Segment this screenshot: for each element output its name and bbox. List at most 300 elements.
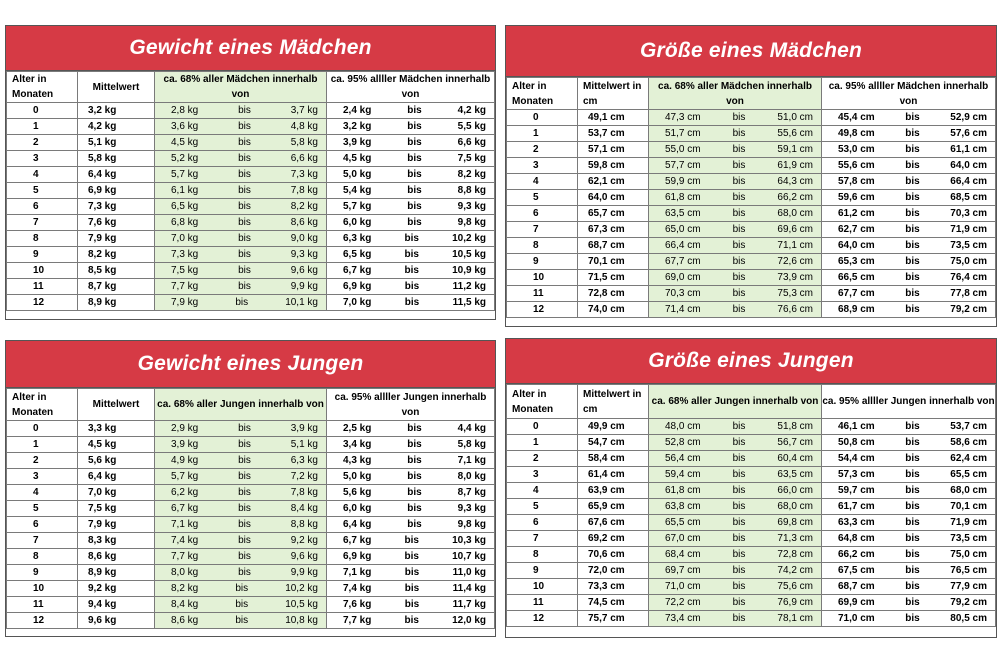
range-68-cell bbox=[155, 231, 327, 247]
range-low: 7,1 kg bbox=[171, 519, 199, 530]
range-low: 7,4 kg bbox=[343, 583, 372, 594]
range-separator: bis bbox=[404, 583, 420, 594]
range-high: 11,2 kg bbox=[452, 281, 486, 292]
range-low: 64,8 cm bbox=[838, 533, 875, 544]
age-cell: 0 bbox=[7, 103, 78, 119]
range-low: 68,4 cm bbox=[665, 549, 701, 560]
age-cell: 12 bbox=[7, 613, 78, 629]
range-high: 6,6 kg bbox=[290, 153, 318, 164]
range-separator: bis bbox=[407, 169, 422, 180]
range-high: 7,8 kg bbox=[290, 487, 318, 498]
range-separator: bis bbox=[732, 581, 746, 592]
range-low: 7,7 kg bbox=[171, 281, 199, 292]
range-95-cell bbox=[327, 263, 495, 279]
range-high: 60,4 cm bbox=[777, 453, 813, 464]
age-cell: 9 bbox=[7, 247, 78, 263]
range-low: 59,9 cm bbox=[665, 176, 701, 187]
range-high: 69,6 cm bbox=[777, 224, 813, 235]
range-95-cell bbox=[327, 517, 495, 533]
age-cell: 12 bbox=[507, 302, 578, 318]
table-row bbox=[507, 563, 996, 579]
range-low: 6,7 kg bbox=[171, 503, 199, 514]
age-cell: 7 bbox=[507, 222, 578, 238]
mean-cell: 5,1 kg bbox=[78, 135, 155, 151]
age-cell: 8 bbox=[7, 231, 78, 247]
range-high: 76,6 cm bbox=[777, 304, 813, 315]
age-cell: 6 bbox=[507, 206, 578, 222]
range-low: 67,0 cm bbox=[665, 533, 701, 544]
mean-cell: 49,9 cm bbox=[578, 419, 649, 435]
age-cell: 2 bbox=[7, 135, 78, 151]
range-low: 3,9 kg bbox=[343, 137, 372, 148]
range-low: 65,3 cm bbox=[838, 256, 875, 267]
mean-cell: 54,7 cm bbox=[578, 435, 649, 451]
range-separator: bis bbox=[732, 160, 746, 171]
age-cell: 0 bbox=[7, 421, 78, 437]
mean-cell: 7,0 kg bbox=[78, 485, 155, 501]
range-high: 57,6 cm bbox=[950, 128, 987, 139]
table-row bbox=[507, 611, 996, 627]
mean-cell: 67,3 cm bbox=[578, 222, 649, 238]
range-high: 5,8 kg bbox=[457, 439, 486, 450]
range-68-cell bbox=[155, 565, 327, 581]
range-95-cell bbox=[822, 547, 996, 563]
range-low: 68,9 cm bbox=[838, 304, 875, 315]
mean-cell: 68,7 cm bbox=[578, 238, 649, 254]
range-separator: bis bbox=[905, 613, 920, 624]
range-68-cell bbox=[649, 419, 822, 435]
range-high: 78,1 cm bbox=[777, 613, 813, 624]
range-high: 5,8 kg bbox=[290, 137, 318, 148]
range-high: 75,0 cm bbox=[950, 256, 987, 267]
range-low: 7,5 kg bbox=[171, 265, 199, 276]
range-high: 10,8 kg bbox=[285, 615, 318, 626]
range-low: 63,3 cm bbox=[838, 517, 875, 528]
range-68-cell bbox=[649, 174, 822, 190]
range-separator: bis bbox=[732, 272, 746, 283]
age-cell: 11 bbox=[7, 597, 78, 613]
range-high: 5,5 kg bbox=[457, 121, 486, 132]
table-row bbox=[7, 421, 495, 437]
age-cell: 10 bbox=[507, 270, 578, 286]
range-high: 10,3 kg bbox=[452, 535, 486, 546]
range-95-cell bbox=[327, 167, 495, 183]
mean-cell: 8,6 kg bbox=[78, 549, 155, 565]
range-68-cell bbox=[155, 453, 327, 469]
boys-weight-panel bbox=[5, 340, 496, 637]
range-68-cell bbox=[155, 103, 327, 119]
range-low: 66,2 cm bbox=[838, 549, 875, 560]
age-cell: 1 bbox=[7, 119, 78, 135]
range-high: 73,5 cm bbox=[950, 240, 987, 251]
table-row bbox=[7, 295, 495, 311]
range-68-cell bbox=[649, 254, 822, 270]
range-high: 9,6 kg bbox=[290, 551, 318, 562]
mean-cell: 8,3 kg bbox=[78, 533, 155, 549]
mean-cell: 9,4 kg bbox=[78, 597, 155, 613]
age-cell: 3 bbox=[507, 158, 578, 174]
range-high: 66,0 cm bbox=[777, 485, 813, 496]
range-high: 72,8 cm bbox=[777, 549, 813, 560]
range-separator: bis bbox=[905, 304, 920, 315]
range-95-cell bbox=[822, 206, 996, 222]
range-68-cell bbox=[649, 547, 822, 563]
range-68-cell bbox=[649, 110, 822, 126]
mean-cell: 61,4 cm bbox=[578, 467, 649, 483]
range-high: 11,5 kg bbox=[452, 297, 486, 308]
range-separator: bis bbox=[905, 501, 920, 512]
range-95-cell bbox=[327, 549, 495, 565]
range-low: 8,2 kg bbox=[171, 583, 199, 594]
range-high: 7,8 kg bbox=[290, 185, 318, 196]
range-high: 9,2 kg bbox=[290, 535, 318, 546]
range-high: 80,5 cm bbox=[950, 613, 987, 624]
range-low: 6,7 kg bbox=[343, 265, 372, 276]
range-95-cell bbox=[327, 199, 495, 215]
mean-cell: 6,4 kg bbox=[78, 167, 155, 183]
range-95-cell bbox=[822, 435, 996, 451]
age-cell: 6 bbox=[7, 517, 78, 533]
age-cell: 2 bbox=[7, 453, 78, 469]
range-low: 3,9 kg bbox=[171, 439, 199, 450]
range-low: 3,4 kg bbox=[343, 439, 372, 450]
table-row bbox=[507, 467, 996, 483]
range-low: 73,4 cm bbox=[665, 613, 701, 624]
range-low: 55,0 cm bbox=[665, 144, 701, 155]
range-95-cell bbox=[327, 231, 495, 247]
range-separator: bis bbox=[905, 565, 920, 576]
range-separator: bis bbox=[732, 208, 746, 219]
range-95-cell bbox=[327, 215, 495, 231]
range-68-cell bbox=[155, 183, 327, 199]
table-row bbox=[7, 215, 495, 231]
range-separator: bis bbox=[238, 281, 251, 292]
mean-cell: 58,4 cm bbox=[578, 451, 649, 467]
range-68-cell bbox=[155, 215, 327, 231]
range-68-cell bbox=[649, 158, 822, 174]
range-low: 55,6 cm bbox=[838, 160, 875, 171]
range-high: 10,9 kg bbox=[452, 265, 486, 276]
range-separator: bis bbox=[407, 105, 422, 116]
range-separator: bis bbox=[404, 567, 420, 578]
range-separator: bis bbox=[905, 192, 920, 203]
range-separator: bis bbox=[905, 581, 920, 592]
range-95-cell bbox=[822, 110, 996, 126]
range-low: 52,8 cm bbox=[665, 437, 701, 448]
range-low: 61,8 cm bbox=[665, 192, 701, 203]
range-68-cell bbox=[649, 483, 822, 499]
range-separator: bis bbox=[732, 256, 746, 267]
range-low: 61,2 cm bbox=[838, 208, 875, 219]
range-68-cell bbox=[649, 206, 822, 222]
table-title: Größe eines Mädchen bbox=[506, 26, 996, 77]
table-row bbox=[507, 190, 996, 206]
table-row bbox=[7, 247, 495, 263]
range-separator: bis bbox=[238, 153, 251, 164]
table-row bbox=[507, 126, 996, 142]
range-high: 9,9 kg bbox=[290, 567, 318, 578]
age-cell: 11 bbox=[7, 279, 78, 295]
mean-cell: 74,0 cm bbox=[578, 302, 649, 318]
range-separator: bis bbox=[238, 217, 251, 228]
range-low: 63,5 cm bbox=[665, 208, 701, 219]
range-low: 5,6 kg bbox=[343, 487, 372, 498]
table-row bbox=[7, 135, 495, 151]
table-row bbox=[507, 547, 996, 563]
table-row bbox=[7, 183, 495, 199]
range-68-cell bbox=[155, 613, 327, 629]
header-68: ca. 68% aller Mädchen innerhalb von bbox=[155, 72, 327, 103]
range-low: 6,5 kg bbox=[171, 201, 199, 212]
range-high: 75,0 cm bbox=[950, 549, 987, 560]
table-row bbox=[7, 597, 495, 613]
range-low: 7,0 kg bbox=[343, 297, 372, 308]
range-low: 6,2 kg bbox=[171, 487, 199, 498]
table-row bbox=[7, 549, 495, 565]
range-low: 5,7 kg bbox=[171, 169, 199, 180]
range-low: 61,8 cm bbox=[665, 485, 701, 496]
range-separator: bis bbox=[238, 535, 251, 546]
girls-height-panel bbox=[505, 25, 997, 327]
range-separator: bis bbox=[235, 583, 249, 594]
range-high: 8,8 kg bbox=[457, 185, 486, 196]
range-separator: bis bbox=[905, 176, 920, 187]
range-high: 7,1 kg bbox=[457, 455, 486, 466]
table-title: Gewicht eines Jungen bbox=[6, 341, 495, 388]
mean-cell: 72,8 cm bbox=[578, 286, 649, 302]
mean-cell: 57,1 cm bbox=[578, 142, 649, 158]
range-95-cell bbox=[327, 565, 495, 581]
table-row bbox=[7, 167, 495, 183]
mean-cell: 9,2 kg bbox=[78, 581, 155, 597]
range-separator: bis bbox=[407, 487, 422, 498]
range-68-cell bbox=[155, 501, 327, 517]
table-row bbox=[7, 469, 495, 485]
range-separator: bis bbox=[407, 217, 422, 228]
range-separator: bis bbox=[732, 224, 746, 235]
range-95-cell bbox=[327, 501, 495, 517]
range-low: 50,8 cm bbox=[838, 437, 875, 448]
mean-cell: 4,5 kg bbox=[78, 437, 155, 453]
range-high: 77,8 cm bbox=[950, 288, 987, 299]
table-row bbox=[7, 231, 495, 247]
range-high: 10,2 kg bbox=[285, 583, 318, 594]
age-cell: 4 bbox=[507, 174, 578, 190]
range-high: 66,4 cm bbox=[950, 176, 987, 187]
range-low: 7,4 kg bbox=[171, 535, 199, 546]
table-row bbox=[507, 286, 996, 302]
age-cell: 4 bbox=[507, 483, 578, 499]
range-high: 53,7 cm bbox=[950, 421, 987, 432]
range-high: 3,9 kg bbox=[290, 423, 318, 434]
mean-cell: 70,6 cm bbox=[578, 547, 649, 563]
table-row bbox=[507, 499, 996, 515]
header-mean: Mittelwert in cm bbox=[578, 385, 649, 419]
range-high: 76,9 cm bbox=[777, 597, 813, 608]
range-68-cell bbox=[649, 515, 822, 531]
range-low: 49,8 cm bbox=[838, 128, 875, 139]
range-low: 63,8 cm bbox=[665, 501, 701, 512]
range-high: 6,6 kg bbox=[457, 137, 486, 148]
range-high: 55,6 cm bbox=[777, 128, 813, 139]
range-separator: bis bbox=[732, 437, 746, 448]
range-high: 68,0 cm bbox=[950, 485, 987, 496]
range-separator: bis bbox=[404, 249, 419, 260]
range-separator: bis bbox=[905, 517, 920, 528]
range-high: 4,8 kg bbox=[290, 121, 318, 132]
range-low: 5,2 kg bbox=[171, 153, 199, 164]
range-68-cell bbox=[155, 437, 327, 453]
age-cell: 1 bbox=[7, 437, 78, 453]
mean-cell: 65,7 cm bbox=[578, 206, 649, 222]
header-age: Alter in Monaten bbox=[7, 389, 78, 421]
range-95-cell bbox=[822, 483, 996, 499]
range-high: 9,8 kg bbox=[457, 519, 486, 530]
range-low: 56,4 cm bbox=[665, 453, 701, 464]
range-separator: bis bbox=[404, 233, 419, 244]
range-low: 4,3 kg bbox=[343, 455, 372, 466]
range-high: 51,0 cm bbox=[777, 112, 813, 123]
range-low: 8,6 kg bbox=[171, 615, 199, 626]
range-95-cell bbox=[327, 597, 495, 613]
mean-cell: 71,5 cm bbox=[578, 270, 649, 286]
mean-cell: 6,9 kg bbox=[78, 183, 155, 199]
range-low: 71,0 cm bbox=[665, 581, 701, 592]
table-row bbox=[507, 174, 996, 190]
range-low: 3,6 kg bbox=[171, 121, 199, 132]
range-68-cell bbox=[649, 435, 822, 451]
range-95-cell bbox=[822, 579, 996, 595]
range-high: 61,9 cm bbox=[777, 160, 813, 171]
range-high: 69,8 cm bbox=[777, 517, 813, 528]
range-68-cell bbox=[155, 549, 327, 565]
range-68-cell bbox=[649, 467, 822, 483]
range-high: 9,9 kg bbox=[290, 281, 318, 292]
mean-cell: 3,3 kg bbox=[78, 421, 155, 437]
mean-cell: 70,1 cm bbox=[578, 254, 649, 270]
header-95: ca. 95% allller Mädchen innerhalb von bbox=[822, 78, 996, 110]
mean-cell: 9,6 kg bbox=[78, 613, 155, 629]
range-high: 11,7 kg bbox=[452, 599, 486, 610]
range-separator: bis bbox=[732, 176, 746, 187]
range-low: 59,7 cm bbox=[838, 485, 875, 496]
table-row bbox=[507, 222, 996, 238]
range-separator: bis bbox=[238, 423, 251, 434]
range-low: 2,4 kg bbox=[343, 105, 372, 116]
mean-cell: 73,3 cm bbox=[578, 579, 649, 595]
range-high: 74,2 cm bbox=[777, 565, 813, 576]
range-low: 53,0 cm bbox=[838, 144, 875, 155]
range-high: 3,7 kg bbox=[290, 105, 318, 116]
range-separator: bis bbox=[407, 503, 422, 514]
range-separator: bis bbox=[905, 128, 920, 139]
girls-weight-table bbox=[6, 71, 495, 311]
range-low: 59,4 cm bbox=[665, 469, 701, 480]
range-separator: bis bbox=[732, 533, 746, 544]
range-separator: bis bbox=[238, 519, 251, 530]
range-high: 10,7 kg bbox=[452, 551, 486, 562]
range-separator: bis bbox=[235, 615, 249, 626]
range-separator: bis bbox=[732, 288, 746, 299]
range-high: 10,5 kg bbox=[452, 249, 486, 260]
range-low: 64,0 cm bbox=[838, 240, 875, 251]
range-separator: bis bbox=[404, 599, 420, 610]
mean-cell: 8,7 kg bbox=[78, 279, 155, 295]
range-95-cell bbox=[327, 469, 495, 485]
header-mean: Mittelwert in cm bbox=[578, 78, 649, 110]
range-separator: bis bbox=[407, 201, 422, 212]
range-high: 56,7 cm bbox=[777, 437, 813, 448]
range-95-cell bbox=[822, 499, 996, 515]
mean-cell: 8,9 kg bbox=[78, 295, 155, 311]
mean-cell: 63,9 cm bbox=[578, 483, 649, 499]
range-low: 57,7 cm bbox=[665, 160, 701, 171]
table-row bbox=[7, 581, 495, 597]
header-mean: Mittelwert bbox=[78, 389, 155, 421]
range-high: 70,3 cm bbox=[950, 208, 987, 219]
range-separator: bis bbox=[905, 469, 920, 480]
range-separator: bis bbox=[238, 471, 251, 482]
range-separator: bis bbox=[905, 485, 920, 496]
mean-cell: 53,7 cm bbox=[578, 126, 649, 142]
range-low: 7,9 kg bbox=[171, 297, 199, 308]
age-cell: 9 bbox=[7, 565, 78, 581]
range-high: 5,1 kg bbox=[290, 439, 318, 450]
age-cell: 10 bbox=[507, 579, 578, 595]
range-low: 7,7 kg bbox=[343, 615, 372, 626]
range-separator: bis bbox=[732, 240, 746, 251]
range-95-cell bbox=[327, 247, 495, 263]
header-95: ca. 95% allller Mädchen innerhalb von bbox=[327, 72, 495, 103]
range-95-cell bbox=[327, 279, 495, 295]
range-high: 9,3 kg bbox=[457, 201, 486, 212]
range-high: 4,4 kg bbox=[457, 423, 486, 434]
range-low: 3,2 kg bbox=[343, 121, 372, 132]
age-cell: 3 bbox=[7, 151, 78, 167]
range-68-cell bbox=[649, 595, 822, 611]
table-row bbox=[507, 531, 996, 547]
range-separator: bis bbox=[732, 549, 746, 560]
range-high: 77,9 cm bbox=[950, 581, 987, 592]
range-95-cell bbox=[327, 581, 495, 597]
age-cell: 1 bbox=[507, 126, 578, 142]
range-68-cell bbox=[649, 499, 822, 515]
range-low: 6,4 kg bbox=[343, 519, 372, 530]
range-95-cell bbox=[327, 151, 495, 167]
mean-cell: 7,3 kg bbox=[78, 199, 155, 215]
mean-cell: 7,9 kg bbox=[78, 231, 155, 247]
range-low: 4,5 kg bbox=[343, 153, 372, 164]
range-68-cell bbox=[155, 295, 327, 311]
range-separator: bis bbox=[732, 485, 746, 496]
range-low: 68,7 cm bbox=[838, 581, 875, 592]
table-row bbox=[507, 419, 996, 435]
mean-cell: 6,4 kg bbox=[78, 469, 155, 485]
table-row bbox=[507, 142, 996, 158]
range-separator: bis bbox=[905, 437, 920, 448]
range-95-cell bbox=[327, 295, 495, 311]
range-68-cell bbox=[649, 611, 822, 627]
range-separator: bis bbox=[238, 455, 251, 466]
range-separator: bis bbox=[905, 549, 920, 560]
range-68-cell bbox=[155, 279, 327, 295]
range-high: 64,0 cm bbox=[950, 160, 987, 171]
mean-cell: 7,6 kg bbox=[78, 215, 155, 231]
range-low: 7,3 kg bbox=[171, 249, 199, 260]
range-separator: bis bbox=[407, 439, 422, 450]
range-separator: bis bbox=[238, 249, 251, 260]
range-low: 67,7 cm bbox=[838, 288, 875, 299]
